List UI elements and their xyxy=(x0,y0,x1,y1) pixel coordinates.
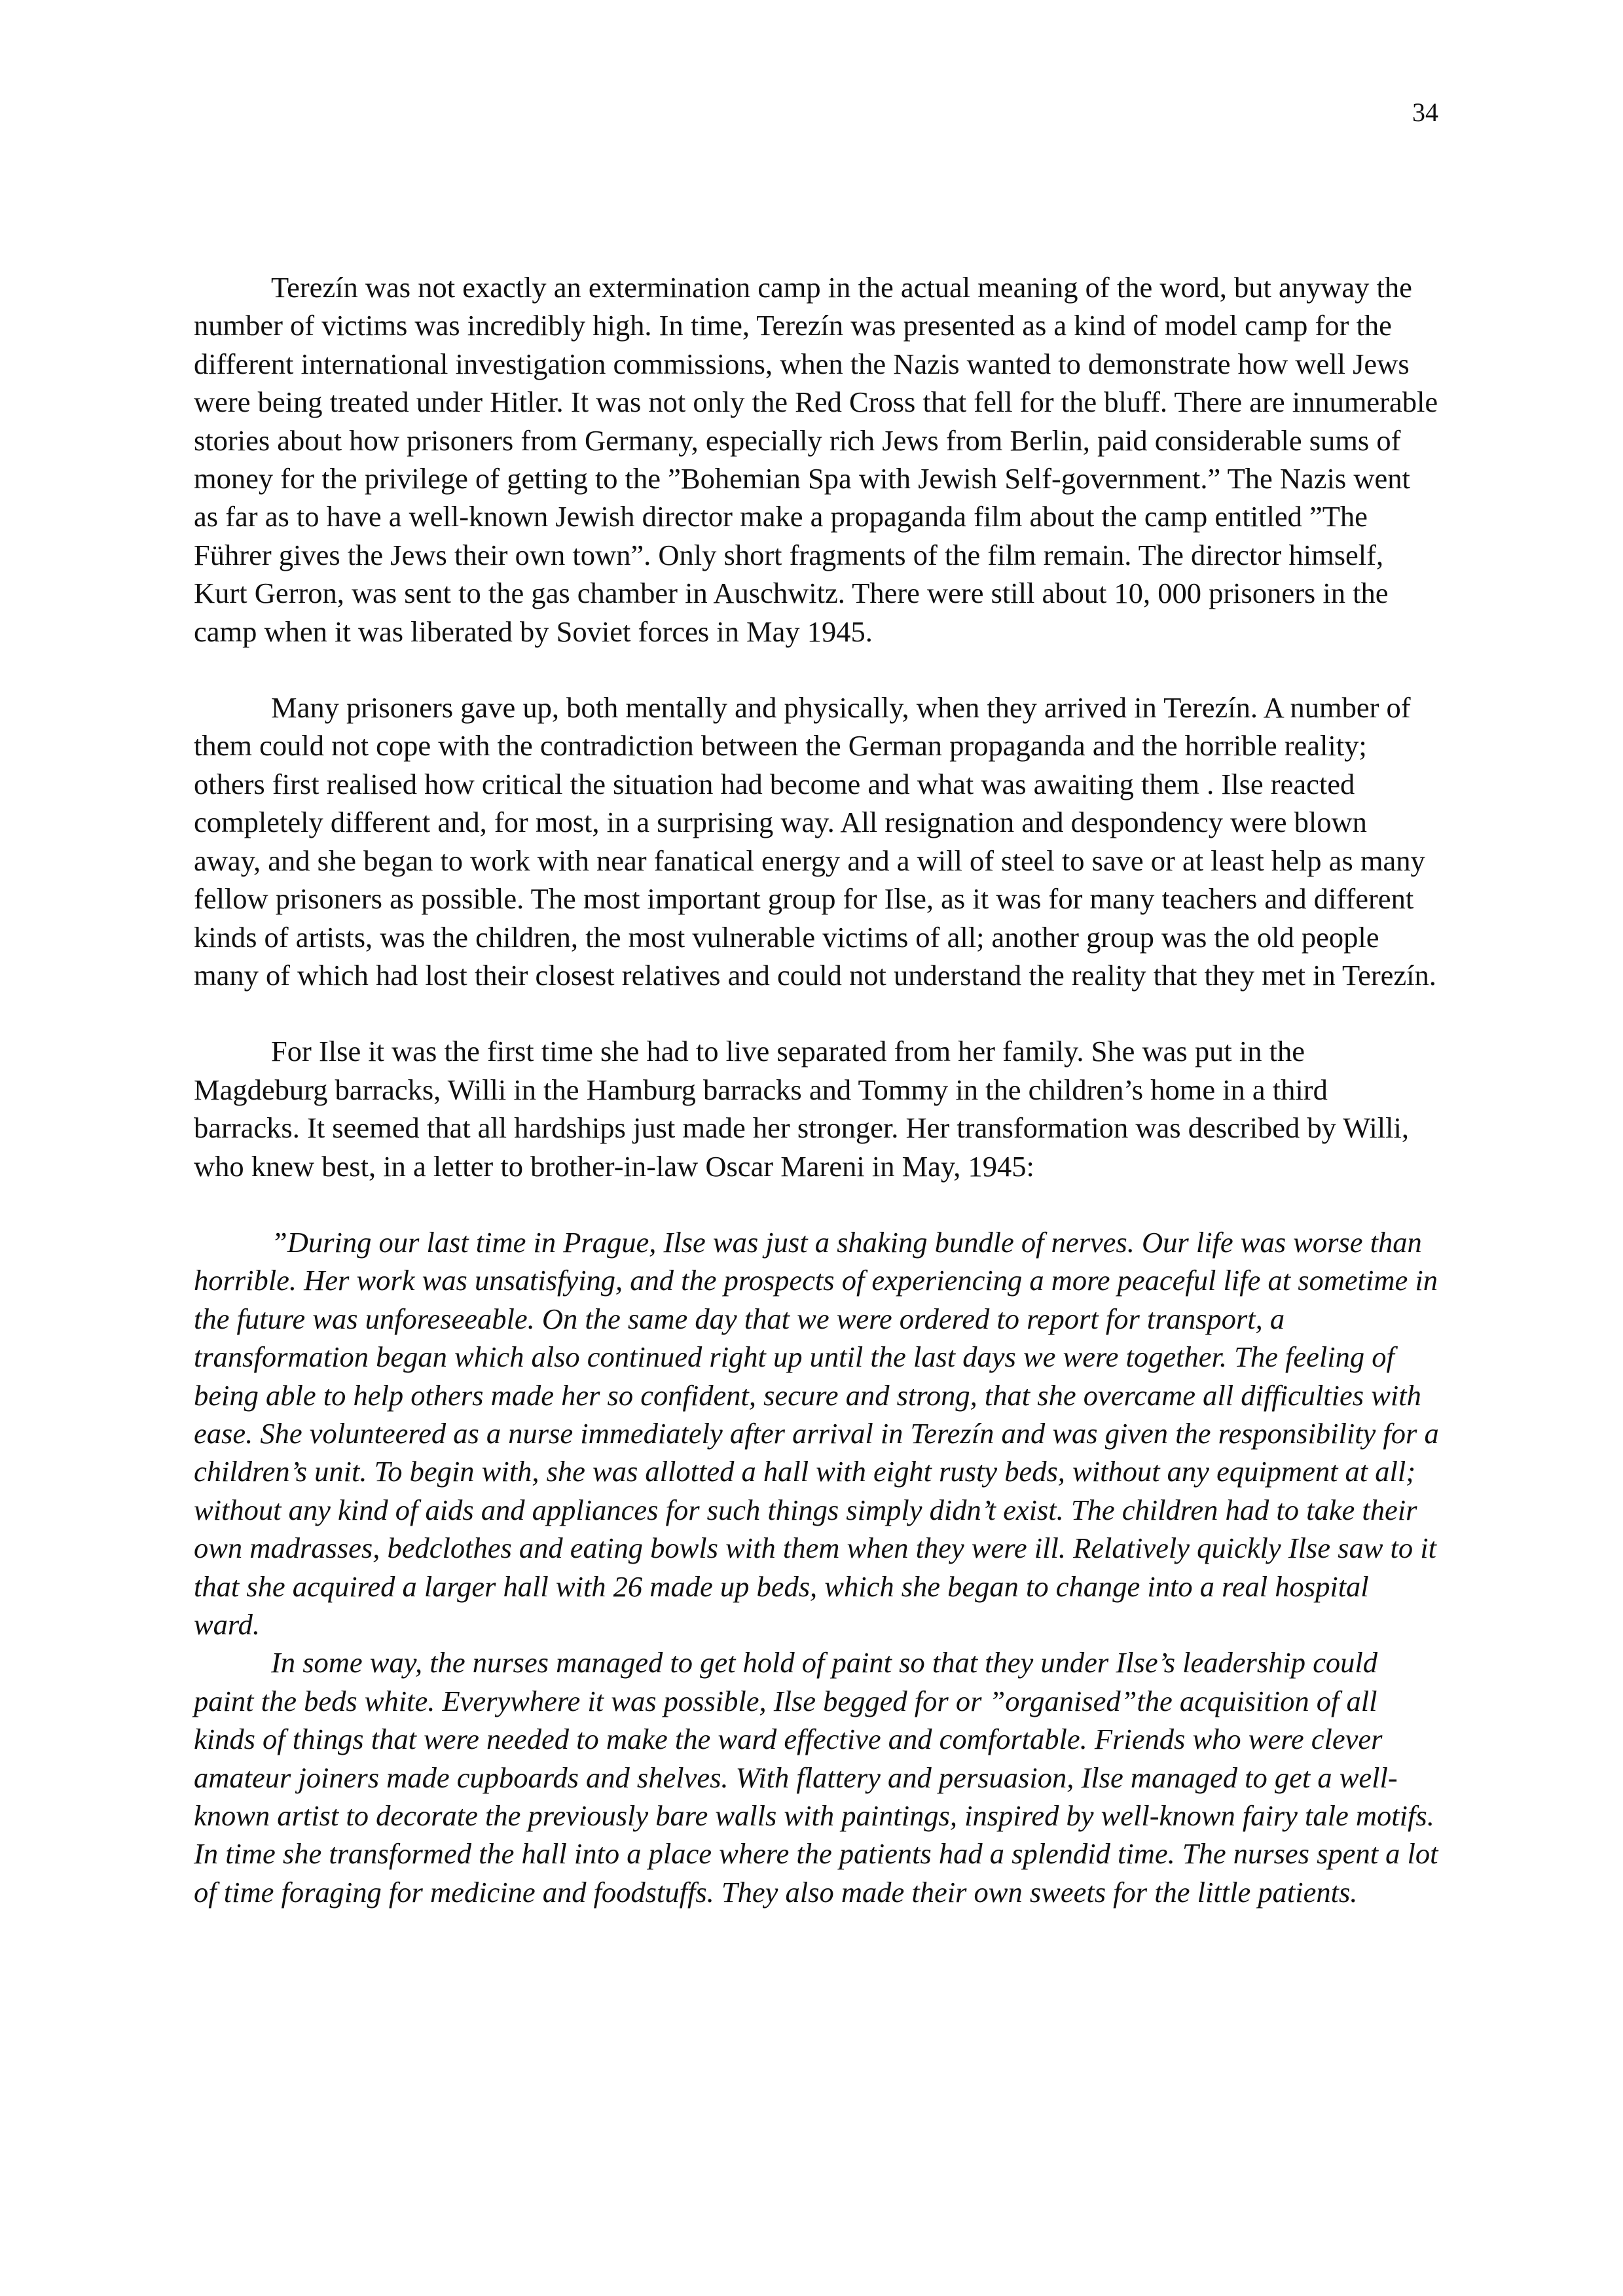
quote-paragraph-nurses: In some way, the nurses managed to get hold of paint so that they under Ilse’s leadership could paint the beds white. Everywhere it was possible, Ilse begged for or ”organised”the acquisition of all kinds of things that were needed to make the ward effective and comfortable. Friends who were clever amateur joiners made cupboards and shelves. With flattery and persuasion, Ilse managed to get a well-known artist to decorate the previously bare walls with paintings, inspired by well-known fairy tale motifs. In time she transformed the hall into a place where the patients had a splendid time. The nurses spent a lot of time foraging for medicine and foodstuffs. They also made their own sweets for the little patients. xyxy=(194,1646,1438,1909)
page-number: 34 xyxy=(1412,98,1438,127)
paragraph-separated-from-family: For Ilse it was the first time she had to live separated from her family. She was put in the Magdeburg barracks, Willi in the Hamburg barracks and Tommy in the children’s home in a third barracks. It seemed that all hardships just made her stronger. Her transformation was described by Willi, who knew best, in a letter to brother-in-law Oscar Mareni in May, 1945: xyxy=(194,1035,1409,1183)
paragraph-terezin-model-camp: Terezín was not exactly an extermination camp in the actual meaning of the word, but anyway the number of victims was incredibly high. In time, Terezín was presented as a kind of model camp for the different international investigation commissions, when the Nazis wanted to demonstrate how well Jews were being treated under Hitler. It was not only the Red Cross that fell for the bluff. There are innumerable stories about how prisoners from Germany, especially rich Jews from Berlin, paid considerable sums of money for the privilege of getting to the ”Bohemian Spa with Jewish Self-government.” The Nazis went as far as to have a well-known Jewish director make a propaganda film about the camp entitled ”The Führer gives the Jews their own town”. Only short fragments of the film remain. The director himself, Kurt Gerron, was sent to the gas chamber in Auschwitz. There were still about 10, 000 prisoners in the camp when it was liberated by Soviet forces in May 1945. xyxy=(194,271,1438,648)
paragraph-prisoners-arrival: Many prisoners gave up, both mentally and physically, when they arrived in Terezín. A number of them could not cope with the contradiction between the German propaganda and the horrible reality; others first realised how critical the situation had become and what was awaiting them . Ilse reacted completely different and, for most, in a surprising way. All resignation and despondency were blown away, and she began to work with near fanatical energy and a will of steel to save or at least help as many fellow prisoners as possible. The most important group for Ilse, as it was for many teachers and different kinds of artists, was the children, the most vulnerable victims of all; another group was the old people many of which had lost their closest relatives and could not understand the reality that they met in Terezín. xyxy=(194,691,1436,992)
document-body xyxy=(194,268,1440,1911)
quote-paragraph-prague: ”During our last time in Prague, Ilse was just a shaking bundle of nerves. Our life was worse than horrible. Her work was unsatisfying, and the prospects of experiencing a more peaceful life at sometime in the future was unforeseeable. On the same day that we were ordered to report for transport, a transformation began which also continued right up until the last days we were together. The feeling of being able to help others made her so confident, secure and strong, that she overcame all difficulties with ease. She volunteered as a nurse immediately after arrival in Terezín and was given the responsibility for a children’s unit. To begin with, she was allotted a hall with eight rusty beds, without any equipment at all; without any kind of aids and appliances for such things simply didn’t exist. The children had to take their own madrasses, bedclothes and eating bowls with them when they were ill. Relatively quickly Ilse saw to it that she acquired a larger hall with 26 made up beds, which she began to change into a real hospital ward. xyxy=(194,1225,1439,1641)
